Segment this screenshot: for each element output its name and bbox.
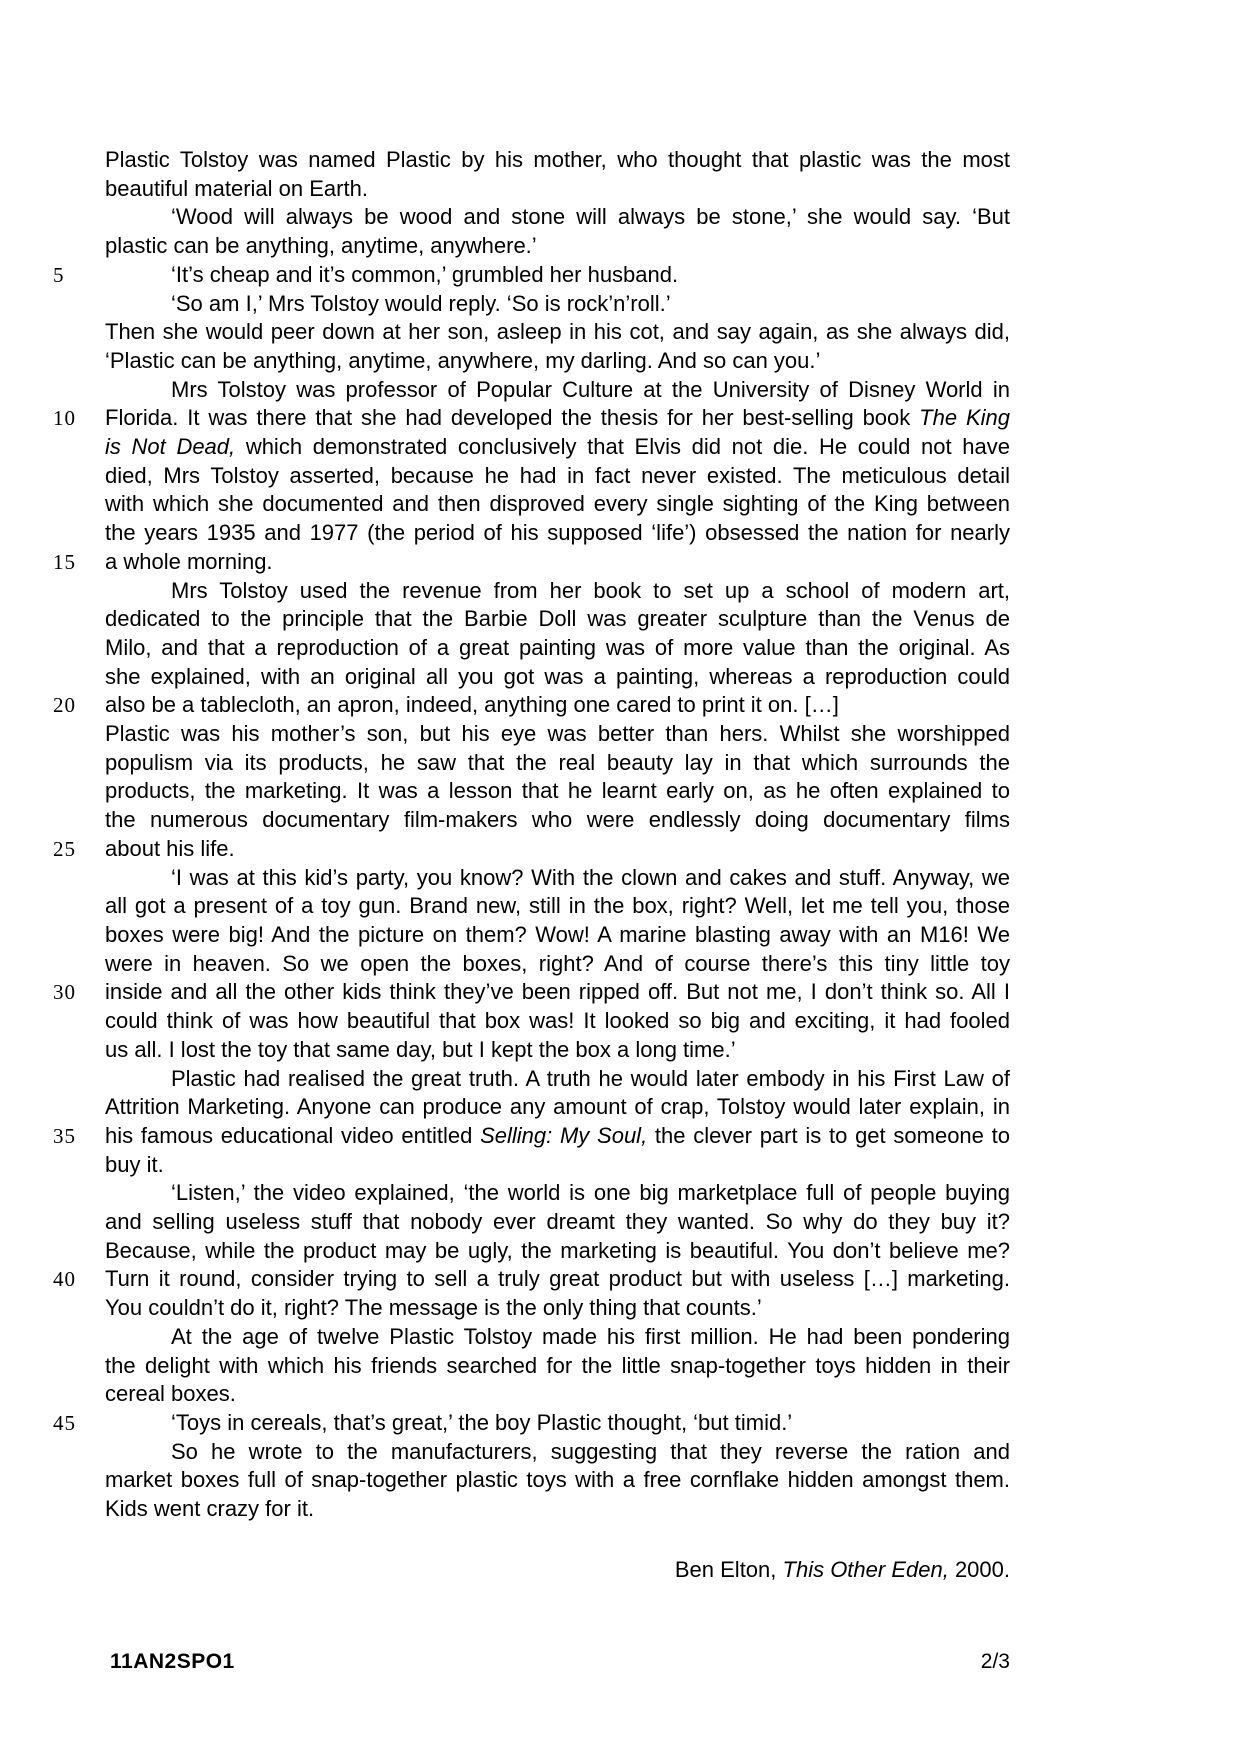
passage-line <box>53 1409 1010 1438</box>
passage-text: Attrition Marketing. Anyone can produce any amount of crap, Tolstoy would later explain, in <box>105 1094 1010 1120</box>
passage-text: Plastic had realised the great truth. A truth he would later embody in his First Law of <box>171 1065 1010 1091</box>
passage-line <box>105 1438 1010 1467</box>
passage-line <box>53 835 1010 864</box>
passage-text: products, the marketing. It was a lesson that he learnt early on, as he often explained to <box>105 778 1010 804</box>
passage-text: beautiful material on Earth. <box>105 175 368 201</box>
passage-text: ‘Toys in cereals, that’s great,’ the boy Plastic thought, ‘but timid.’ <box>171 1409 793 1435</box>
document-code: 11AN2SPO1 <box>110 1650 235 1673</box>
passage-text: the numerous documentary film-makers who were endlessly doing documentary films <box>105 807 1010 833</box>
passage-text: she explained, with an original all you got was a painting, whereas a reproduction could <box>105 663 1010 689</box>
passage-line <box>105 376 1010 405</box>
line-number: 25 <box>53 836 76 861</box>
passage-text: You couldn’t do it, right? The message is the only thing that counts.’ <box>105 1295 762 1321</box>
passage-text: ‘So am I,’ Mrs Tolstoy would reply. ‘So is rock’n’roll.’ <box>171 290 671 316</box>
passage-text: Then she would peer down at her son, asleep in his cot, and say again, as she always did, <box>105 319 1010 345</box>
passage-line <box>105 577 1010 606</box>
passage-text: ‘Plastic can be anything, anytime, anywhere, my darling. And so can you.’ <box>105 347 821 373</box>
passage-line <box>53 1122 1010 1151</box>
passage-text: died, Mrs Tolstoy asserted, because he had in fact never existed. The meticulous detail <box>105 462 1010 488</box>
passage-line <box>105 519 1010 548</box>
passage-line <box>105 1380 1010 1409</box>
passage-line <box>105 232 1010 261</box>
passage-line <box>105 864 1010 893</box>
page-footer <box>110 1650 1010 1674</box>
passage-line <box>105 1036 1010 1065</box>
line-number: 15 <box>53 549 76 574</box>
passage-line <box>105 1151 1010 1180</box>
line-number: 5 <box>53 262 65 287</box>
passage-line <box>105 605 1010 634</box>
passage-text: populism via its products, he saw that the real beauty lay in that which surrounds the <box>105 749 1010 775</box>
passage-text: his famous educational video entitled <box>105 1122 481 1148</box>
passage-line <box>105 462 1010 491</box>
passage-line <box>105 290 1010 319</box>
passage-line <box>105 433 1010 462</box>
passage-text: also be a tablecloth, an apron, indeed, anything one cared to print it on. […] <box>105 692 839 718</box>
passage-text: all got a present of a toy gun. Brand new, still in the box, right? Well, let me tell you, those <box>105 893 1010 919</box>
passage-line <box>105 1352 1010 1381</box>
page-number: 2/3 <box>980 1650 1010 1673</box>
passage-text: Because, while the product may be ugly, the marketing is beautiful. You don’t believe me? <box>105 1237 1010 1263</box>
passage-text: Mrs Tolstoy used the revenue from her book to set up a school of modern art, <box>171 577 1010 603</box>
passage-line <box>105 1208 1010 1237</box>
attribution-title: This Other Eden, <box>782 1557 949 1582</box>
passage-line <box>105 347 1010 376</box>
line-number: 35 <box>53 1123 76 1148</box>
line-number: 10 <box>53 406 76 431</box>
passage-text: about his life. <box>105 835 235 861</box>
passage-line <box>105 1466 1010 1495</box>
line-number: 40 <box>53 1267 76 1292</box>
passage-line <box>53 691 1010 720</box>
passage-line <box>105 1294 1010 1323</box>
passage-text: the years 1935 and 1977 (the period of his supposed ‘life’) obsessed the nation for nearly <box>105 520 1010 546</box>
passage-text: market boxes full of snap-together plastic toys with a free cornflake hidden amongst them. <box>105 1467 1010 1493</box>
passage-line <box>105 921 1010 950</box>
source-attribution <box>105 1556 1010 1584</box>
passage-text-block <box>53 146 1010 1524</box>
passage-text-italic: The King <box>919 405 1010 431</box>
passage-line <box>105 1007 1010 1036</box>
passage-text: buy it. <box>105 1151 164 1177</box>
passage-text: us all. I lost the toy that same day, but I kept the box a long time.’ <box>105 1036 736 1062</box>
passage-line <box>105 1237 1010 1266</box>
passage-line <box>105 892 1010 921</box>
line-number: 45 <box>53 1410 76 1435</box>
passage-text: So he wrote to the manufacturers, suggesting that they reverse the ration and <box>171 1438 1010 1464</box>
passage-line <box>105 720 1010 749</box>
passage-line <box>53 404 1010 433</box>
passage-text: Plastic was his mother’s son, but his eye was better than hers. Whilst she worshipped <box>105 721 1010 747</box>
passage-text: Plastic Tolstoy was named Plastic by his mother, who thought that plastic was the most <box>105 147 1010 172</box>
attribution-author: Ben Elton, <box>674 1557 783 1582</box>
passage-line <box>105 318 1010 347</box>
passage-text: ‘Listen,’ the video explained, ‘the world is one big marketplace full of people buying <box>171 1180 1010 1206</box>
passage-line <box>53 261 1010 290</box>
passage-text: could think of was how beautiful that box was! It looked so big and exciting, it had fooled <box>105 1008 1010 1034</box>
passage-text-italic: Selling: My Soul, <box>480 1122 648 1148</box>
passage-text: Turn it round, consider trying to sell a truly great product but with useless […] marketing. <box>105 1266 1010 1292</box>
passage-line <box>105 950 1010 979</box>
passage-line <box>53 548 1010 577</box>
passage-text: and selling useless stuff that nobody ever dreamt they wanted. So why do they buy it? <box>105 1209 1010 1235</box>
passage-line <box>105 806 1010 835</box>
passage-line <box>105 490 1010 519</box>
passage-text: At the age of twelve Plastic Tolstoy made his first million. He had been pondering <box>171 1323 1010 1349</box>
passage-line <box>105 1093 1010 1122</box>
passage-line <box>53 1265 1010 1294</box>
passage-text: were in heaven. So we open the boxes, right? And of course there’s this tiny little toy <box>105 950 1010 976</box>
passage-text: with which she documented and then disproved every single sighting of the King between <box>105 491 1010 517</box>
passage-text: cereal boxes. <box>105 1381 236 1407</box>
passage-line <box>105 749 1010 778</box>
passage-text: ‘I was at this kid’s party, you know? With the clown and cakes and stuff. Anyway, we <box>171 864 1010 890</box>
passage-text: plastic can be anything, anytime, anywhere.’ <box>105 233 537 259</box>
passage-text: which demonstrated conclusively that Elvis did not die. He could not have <box>235 434 1010 460</box>
passage-text: Milo, and that a reproduction of a great painting was of more value than the original. As <box>105 634 1010 660</box>
passage-text: the clever part is to get someone to <box>647 1122 1010 1148</box>
passage-text: inside and all the other kids think they’ve been ripped off. But not me, I don’t think so. All I <box>105 979 1010 1005</box>
attribution-year: 2000. <box>948 1557 1010 1582</box>
passage-text: dedicated to the principle that the Barbie Doll was greater sculpture than the Venus de <box>105 606 1010 632</box>
line-number: 20 <box>53 693 76 718</box>
passage-line <box>53 978 1010 1007</box>
passage-text: boxes were big! And the picture on them? Wow! A marine blasting away with an M16! We <box>105 921 1010 947</box>
passage-text: a whole morning. <box>105 548 273 574</box>
passage-line <box>105 1323 1010 1352</box>
passage-text-italic: is Not Dead, <box>105 434 236 460</box>
passage-line <box>105 1065 1010 1094</box>
passage-text: ‘It’s cheap and it’s common,’ grumbled her husband. <box>171 261 679 287</box>
passage-line <box>105 1179 1010 1208</box>
passage-line <box>105 175 1010 204</box>
passage-text: Mrs Tolstoy was professor of Popular Culture at the University of Disney World in <box>171 376 1010 402</box>
passage-line <box>105 146 1010 175</box>
passage-line <box>105 1495 1010 1524</box>
line-number: 30 <box>53 980 76 1005</box>
passage-line <box>105 777 1010 806</box>
passage-text: Kids went crazy for it. <box>105 1496 315 1522</box>
passage-text: ‘Wood will always be wood and stone will always be stone,’ she would say. ‘But <box>171 204 1010 230</box>
passage-text: the delight with which his friends searched for the little snap-together toys hidden in their <box>105 1352 1010 1378</box>
passage-line <box>105 663 1010 692</box>
passage-text: Florida. It was there that she had developed the thesis for her best-selling book <box>105 405 920 431</box>
passage-line <box>105 203 1010 232</box>
passage-line <box>105 634 1010 663</box>
